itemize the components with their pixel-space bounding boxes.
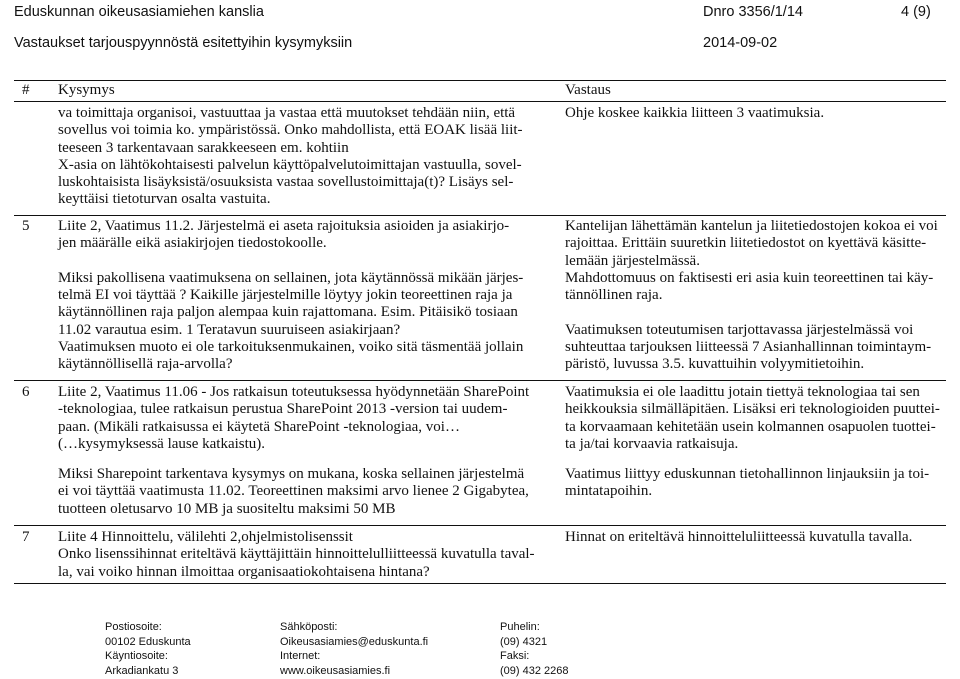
question-line: Liite 2, Vaatimus 11.2. Järjestelmä ei aseta rajoituksia asioiden ja asiakirjo- <box>58 218 510 234</box>
answer-cell <box>565 529 945 546</box>
question-line: teeseen 3 tarkentavaan sarakkeeseen em. kohtiin <box>58 139 349 156</box>
organization-name: Eduskunnan oikeusasiamiehen kanslia <box>14 4 264 20</box>
question-line: va toimittaja organisoi, vastuuttaa ja vastaa että muutokset tehdään niin, että <box>58 105 516 121</box>
row-number: 7 <box>22 529 30 545</box>
footer-label: Internet: <box>280 650 321 663</box>
footer-phone-column <box>500 620 569 678</box>
row-number: 5 <box>22 218 30 234</box>
answer-cell <box>565 384 945 501</box>
question-line: sovellus voi toimia ko. ympäristössä. Onko mahdollista, että EOAK lisää liit- <box>58 122 523 139</box>
answer-line: ta ja/tai korvaavia ratkaisuja. <box>565 435 739 452</box>
question-line: keyttäisi tietoturvan osalta vastuita. <box>58 191 271 208</box>
answer-line: Vaatimus liittyy eduskunnan tietohallinnon linjauksiin ja toi- <box>565 466 930 483</box>
question-line: -teknologiaa, tulee ratkaisun perustua SharePoint 2013 -version tai uudem- <box>58 401 508 418</box>
question-cell <box>58 529 546 581</box>
question-line: Liite 2, Vaatimus 11.06 - Jos ratkaisun toteutuksessa hyödynnetään SharePoint <box>58 384 530 400</box>
column-header-number: # <box>22 82 30 98</box>
answer-cell <box>565 105 945 122</box>
footer-contact-column <box>280 620 428 678</box>
question-line: 11.02 varautua esim. 1 Teratavun suuruiseen asiakirjaan? <box>58 321 401 338</box>
footer-label: Käyntiosoite: <box>105 650 168 663</box>
answer-line: rajoittaa. Erittäin suuretkin liitetiedostot on kyettävä käsitte- <box>565 235 927 252</box>
footer-value: Arkadiankatu 3 <box>105 664 179 677</box>
footer-phone: (09) 4321 <box>500 635 548 648</box>
question-line: käytännöllinen raja paljon alempaa kuin rajattomana. Esim. Pitäisikö tosiaan <box>58 304 518 321</box>
question-line: tuotteen oletusarvo 10 MB ja suositeltu maksimi 50 MB <box>58 500 396 517</box>
table-bottom-rule <box>14 583 946 584</box>
question-cell <box>58 384 546 518</box>
question-line: Onko lisenssihinnat eriteltävä käyttäjittäin hinnoittelulliitteessä kuvatulla taval- <box>58 546 535 563</box>
question-line: la, vai voiko hinnan ilmoittaa organisaatiokohtaisena hintana? <box>58 563 430 580</box>
column-header-answer: Vastaus <box>565 82 611 98</box>
question-line: (…kysymyksessä lause katkaistu). <box>58 435 266 452</box>
footer-label: Faksi: <box>500 650 530 663</box>
footer-website[interactable]: www.oikeusasiamies.fi <box>280 664 391 677</box>
row-divider <box>14 215 946 216</box>
answer-line: päristö, luvussa 3.5. kuvattuihin volyymitietoihin. <box>565 356 865 373</box>
footer-email[interactable]: Oikeusasiamies@eduskunta.fi <box>280 635 429 648</box>
question-line: Miksi Sharepoint tarkentava kysymys on mukana, koska sellainen järjestelmä <box>58 466 525 483</box>
footer-label: Puhelin: <box>500 621 540 633</box>
answer-line: mintatapoihin. <box>565 483 653 500</box>
footer-label: Sähköposti: <box>280 621 338 633</box>
footer-postal-column <box>105 620 191 678</box>
document-subtitle: Vastaukset tarjouspyynnöstä esitettyihin kysymyksiin <box>14 35 353 51</box>
question-line: jen määrälle eikä asiakirjojen tiedostokoolle. <box>58 235 327 252</box>
question-line <box>58 253 546 270</box>
footer-value: 00102 Eduskunta <box>105 635 191 648</box>
answer-line: Vaatimuksen toteutumisen tarjottavassa järjestelmässä voi <box>565 321 914 338</box>
row-number: 6 <box>22 384 30 400</box>
question-line: Liite 4 Hinnoittelu, välilehti 2,ohjelmistolisenssit <box>58 529 353 545</box>
column-header-question: Kysymys <box>58 82 115 98</box>
question-line: telmä EI voi täyttää ? Kaikille järjestelmille löytyy jokin teoreettinen raja ja <box>58 287 513 304</box>
answer-cell <box>565 218 945 374</box>
question-line: ei voi täyttää vaatimusta 11.02. Teoreettinen maksimi arvo lienee 2 Gigabytea, <box>58 483 529 500</box>
question-cell <box>58 105 546 209</box>
row-divider <box>14 525 946 526</box>
question-line: Vaatimuksen muoto ei ole tarkoituksenmukainen, voiko sitä täsmentää jollain <box>58 339 524 356</box>
answer-line: Vaatimuksia ei ole laadittu jotain tiettyä teknologiaa tai sen <box>565 384 920 400</box>
question-line: luskohtaisista lisäyksistä/osuuksista vastaa sovellustoimittaja(t)? Lisäys sel- <box>58 174 514 191</box>
table-header <box>0 82 960 100</box>
answer-line: Kantelijan lähettämän kantelun ja liitetiedostojen kokoa ei voi <box>565 218 938 234</box>
question-line: käytännöllisellä raja-arvolla? <box>58 356 233 373</box>
answer-line: heikkouksia silmälläpitäen. Lisäksi eri teknologioiden puuttei- <box>565 401 940 418</box>
document-number: Dnro 3356/1/14 <box>703 4 803 20</box>
answer-line: lemään järjestelmässä. <box>565 252 700 269</box>
answer-line <box>565 304 945 321</box>
answer-line: Ohje koskee kaikkia liitteen 3 vaatimuksia. <box>565 105 825 121</box>
table-header-rule <box>14 101 946 102</box>
answer-line: Hinnat on eriteltävä hinnoitteluliitteessä kuvatulla tavalla. <box>565 529 913 545</box>
question-line: X-asia on lähtökohtaisesti palvelun käyttöpalvelutoimittajan vastuulla, sovel- <box>58 156 522 173</box>
document-date: 2014-09-02 <box>703 35 778 51</box>
question-line: paan. (Mikäli ratkaisussa ei käytetä SharePoint -teknologiaa, voi… <box>58 418 460 435</box>
page-number: 4 (9) <box>901 4 931 20</box>
answer-line: ta korvaamaan kehitetään usein kolmannen osapuolen tuottei- <box>565 418 936 435</box>
answer-line <box>565 453 945 466</box>
answer-line: suhteuttaa tarjouksen liitteessä 7 Asianhallinnan toimintaym- <box>565 339 932 356</box>
question-cell <box>58 218 546 374</box>
question-line: Miksi pakollisena vaatimuksena on sellainen, jota käytännössä mikään järjes- <box>58 269 524 286</box>
row-divider <box>14 380 946 381</box>
footer-fax: (09) 432 2268 <box>500 664 569 677</box>
footer-label: Postiosoite: <box>105 621 162 633</box>
answer-line: Mahdottomuus on faktisesti eri asia kuin teoreettinen tai käy- <box>565 269 934 286</box>
answer-line: tännöllinen raja. <box>565 287 663 304</box>
table-top-rule <box>14 80 946 81</box>
question-line <box>58 453 546 466</box>
